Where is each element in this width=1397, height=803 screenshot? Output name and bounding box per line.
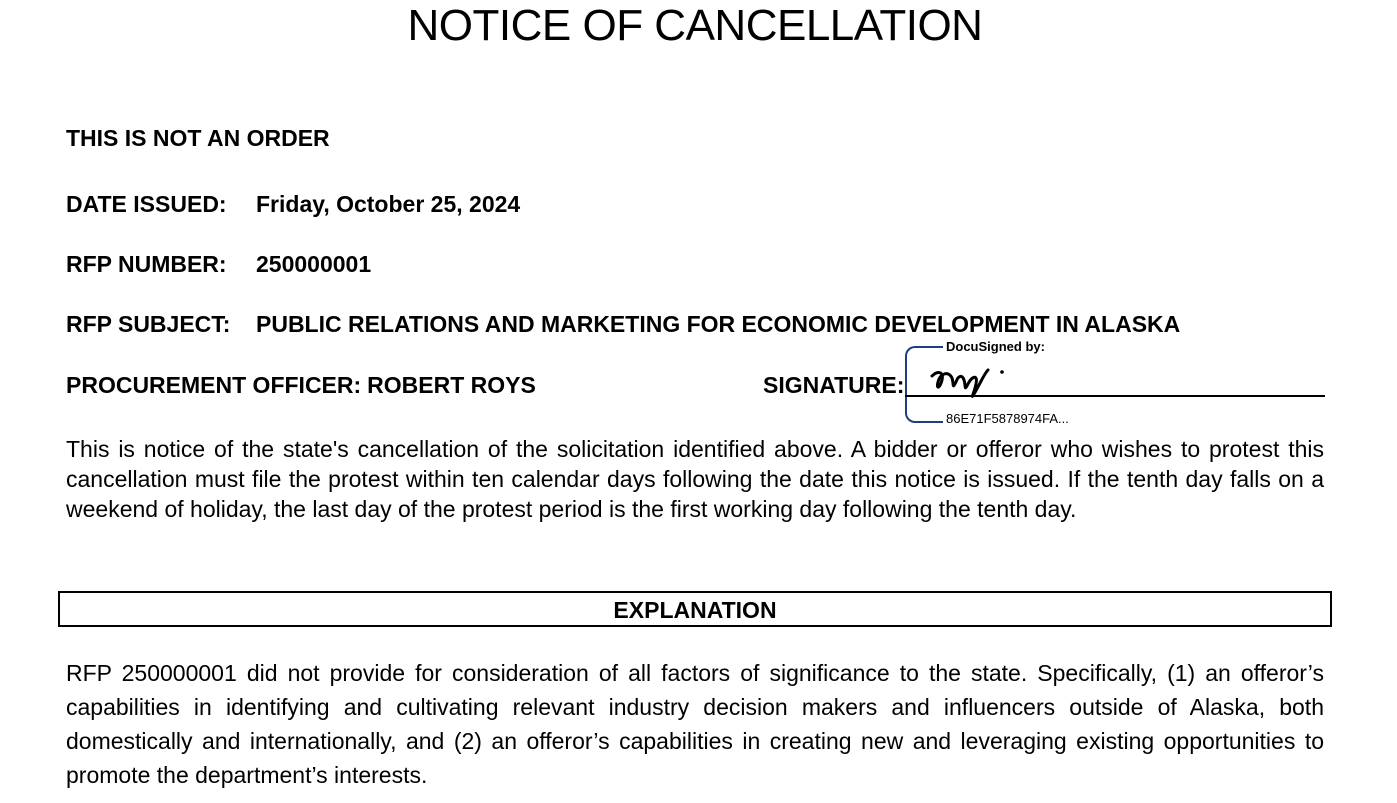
explanation-heading: EXPLANATION bbox=[58, 591, 1332, 627]
date-issued-value: Friday, October 25, 2024 bbox=[256, 191, 521, 217]
rfp-subject-row bbox=[66, 310, 1181, 338]
procurement-officer-row bbox=[66, 371, 536, 399]
signature-label: SIGNATURE: bbox=[763, 372, 905, 398]
rfp-number-label: RFP NUMBER: bbox=[66, 251, 227, 277]
explanation-paragraph: RFP 250000001 did not provide for consideration of all factors of significance to the state. Specifically, (1) an offeror’s capabilities in identifying and cultivating relevant industry decision makers and influencers outside of Alaska, both domestically and internationally, and (2) an offeror’s capabilities in creating new and leveraging existing opportunities to promote the department’s interests. bbox=[66, 660, 1324, 788]
docusign-label: DocuSigned by: bbox=[946, 339, 1045, 354]
procurement-officer-label: PROCUREMENT OFFICER: bbox=[66, 372, 362, 398]
signature-line bbox=[905, 395, 1325, 397]
cancellation-notice-paragraph: This is notice of the state's cancellation of the solicitation identified above. A bidder or offeror who wishes to protest this cancellation must file the protest within ten calendar days following the date this notice is issued. If the tenth day falls on a weekend of holiday, the last day of the protest period is the first working day following the tenth day. bbox=[66, 436, 1324, 522]
handwritten-signature bbox=[928, 360, 1018, 404]
docusign-envelope-id: 86E71F5878974FA... bbox=[946, 411, 1069, 426]
rfp-number-row bbox=[66, 250, 372, 278]
not-an-order-line: THIS IS NOT AN ORDER bbox=[66, 125, 330, 151]
procurement-officer-value: ROBERT ROYS bbox=[367, 372, 536, 398]
rfp-number-value: 250000001 bbox=[256, 251, 372, 277]
rfp-subject-label: RFP SUBJECT: bbox=[66, 311, 231, 337]
date-issued-label: DATE ISSUED: bbox=[66, 191, 227, 217]
rfp-subject-value: PUBLIC RELATIONS AND MARKETING FOR ECONOMIC DEVELOPMENT IN ALASKA bbox=[256, 311, 1181, 337]
document-title: NOTICE OF CANCELLATION bbox=[407, 1, 983, 50]
date-issued-row bbox=[66, 190, 521, 218]
